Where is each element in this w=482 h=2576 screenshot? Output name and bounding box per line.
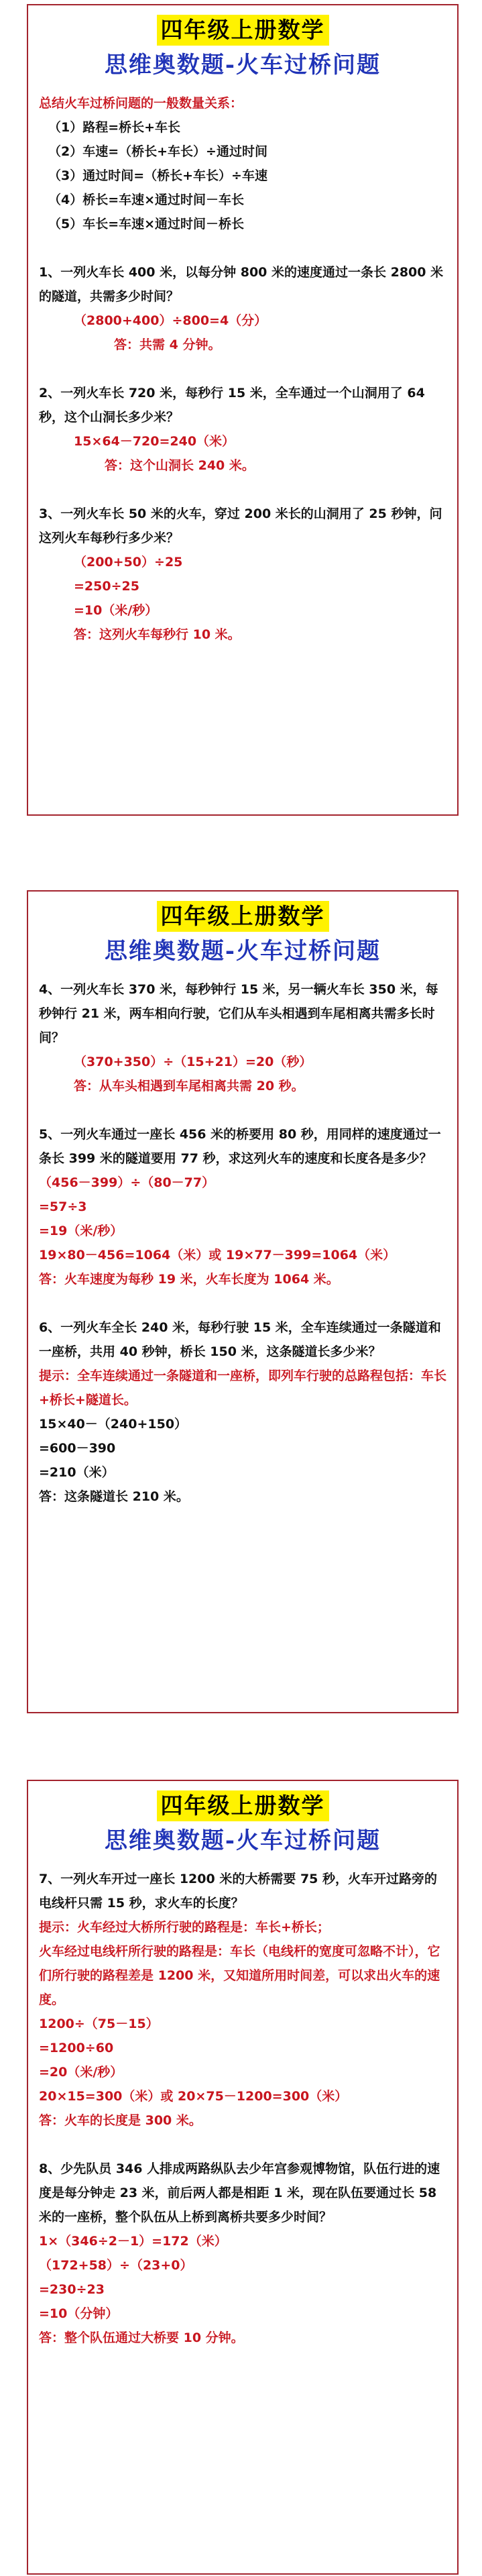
- page-title: 四年级上册数学: [157, 15, 329, 46]
- card-3: [27, 1780, 459, 2575]
- solution-step: =600－390: [39, 1441, 116, 1456]
- hint-text: 火车经过电线杆所行驶的路程是：车长（电线杆的宽度可忽略不计），它们所行驶的路程差是 1200 米，又知道所用时间差，可以求出火车的速度。: [39, 1944, 440, 2007]
- question-7: 7、一列火车开过一座长 1200 米的大桥需要 75 秒，火车开过路旁的电线杆只需 15 秒，求火车的长度？: [39, 1872, 438, 1911]
- answer-4: 答：从车头相遇到车尾相离共需 20 秒。: [74, 1079, 304, 1093]
- solution-step: =19（米/秒）: [39, 1224, 123, 1238]
- rule-item: （3）通过时间=（桥长+车长）÷车速: [48, 168, 267, 183]
- question-4: 4、一列火车长 370 米，每秒钟行 15 米，另一辆火车长 350 米，每秒钟行 21 米，两车相向行驶，它们从车头相遇到车尾相离共需多长时间？: [39, 982, 438, 1045]
- answer-2: 答：这个山洞长 240 米。: [105, 458, 255, 473]
- rule-item: （2）车速=（桥长+车长）÷通过时间: [48, 144, 267, 159]
- page-title: 四年级上册数学: [157, 901, 329, 932]
- solution-step: 19×80－456=1064（米）或 19×77－399=1064（米）: [39, 1248, 396, 1263]
- question-6: 6、一列火车全长 240 米，每秒行驶 15 米，全车连续通过一条隧道和一座桥，共用 40 秒钟，桥长 150 米，这条隧道长多少米？: [39, 1320, 441, 1359]
- solution-step: =210（米）: [39, 1465, 115, 1480]
- page-title: 四年级上册数学: [157, 1790, 329, 1821]
- hint-text: 提示：全车连续通过一条隧道和一座桥，即列车行驶的总路程包括：车长+桥长+隧道长。: [39, 1368, 447, 1407]
- solution-step: （456－399）÷（80－77）: [39, 1175, 215, 1190]
- solution-step: =1200÷60: [39, 2041, 114, 2055]
- solution-step: 20×15=300（米）或 20×75－1200=300（米）: [39, 2089, 348, 2104]
- answer-7: 答：火车的长度是 300 米。: [39, 2113, 202, 2128]
- answer-1: 答：共需 4 分钟。: [114, 337, 221, 352]
- question-8: 8、少先队员 346 人排成两路纵队去少年宫参观博物馆，队伍行进的速度是每分钟走 23 米，前后两人都是相距 1 米，现在队伍要通过长 58 米的一座桥，整个队伍从上桥到离桥共要多少时间？: [39, 2161, 441, 2224]
- card-2: [27, 890, 459, 1713]
- solution-step: 15×40－（240+150）: [39, 1417, 188, 1432]
- answer-3: 答：这列火车每秒行 10 米。: [74, 627, 241, 642]
- solution-step: （200+50）÷25: [74, 555, 183, 570]
- solution-step: （172+58）÷（23+0）: [39, 2258, 193, 2273]
- rule-item: （1）路程=桥长+车长: [48, 120, 181, 135]
- question-1: 1、一列火车长 400 米，以每分钟 800 米的速度通过一条长 2800 米的隧道，共需多少时间？: [39, 265, 444, 304]
- rule-item: （4）桥长=车速×通过时间－车长: [48, 193, 245, 207]
- intro-text: 总结火车过桥问题的一般数量关系：: [39, 96, 243, 111]
- solution-step: =57÷3: [39, 1199, 87, 1214]
- card-1: [27, 4, 459, 816]
- page-subtitle: 思维奥数题-火车过桥问题: [104, 938, 381, 965]
- question-3: 3、一列火车长 50 米的火车，穿过 200 米长的山洞用了 25 秒钟，问这列火车每秒行多少米？: [39, 506, 442, 545]
- answer-8: 答：整个队伍通过大桥要 10 分钟。: [39, 2330, 244, 2345]
- question-2: 2、一列火车长 720 米，每秒行 15 米，全车通过一个山洞用了 64 秒，这个山洞长多少米？: [39, 386, 430, 425]
- page-subtitle: 思维奥数题-火车过桥问题: [104, 1827, 381, 1854]
- solution-step: =20（米/秒）: [39, 2065, 123, 2080]
- solution-step: 1×（346÷2－1）=172（米）: [39, 2234, 227, 2249]
- answer-5: 答：火车速度为每秒 19 米，火车长度为 1064 米。: [39, 1272, 339, 1287]
- answer-6: 答：这条隧道长 210 米。: [39, 1489, 189, 1504]
- question-5: 5、一列火车通过一座长 456 米的桥要用 80 秒，用同样的速度通过一条长 399 米的隧道要用 77 秒，求这列火车的速度和长度各是多少？: [39, 1127, 441, 1166]
- solution-step: （370+350）÷（15+21）=20（秒）: [74, 1055, 312, 1069]
- solution-step: （2800+400）÷800=4（分）: [74, 313, 267, 328]
- page-subtitle: 思维奥数题-火车过桥问题: [104, 52, 381, 78]
- hint-text: 提示：火车经过大桥所行驶的路程是：车长+桥长；: [39, 1920, 330, 1935]
- solution-step: =10（米/秒）: [74, 603, 158, 618]
- solution-step: 1200÷（75－15）: [39, 2017, 159, 2031]
- solution-step: =230÷23: [39, 2282, 105, 2297]
- rule-item: （5）车长=车速×通过时间－桥长: [48, 217, 245, 231]
- solution-step: 15×64－720=240（米）: [74, 434, 235, 449]
- solution-step: =250÷25: [74, 579, 139, 594]
- solution-step: =10（分钟）: [39, 2306, 119, 2321]
